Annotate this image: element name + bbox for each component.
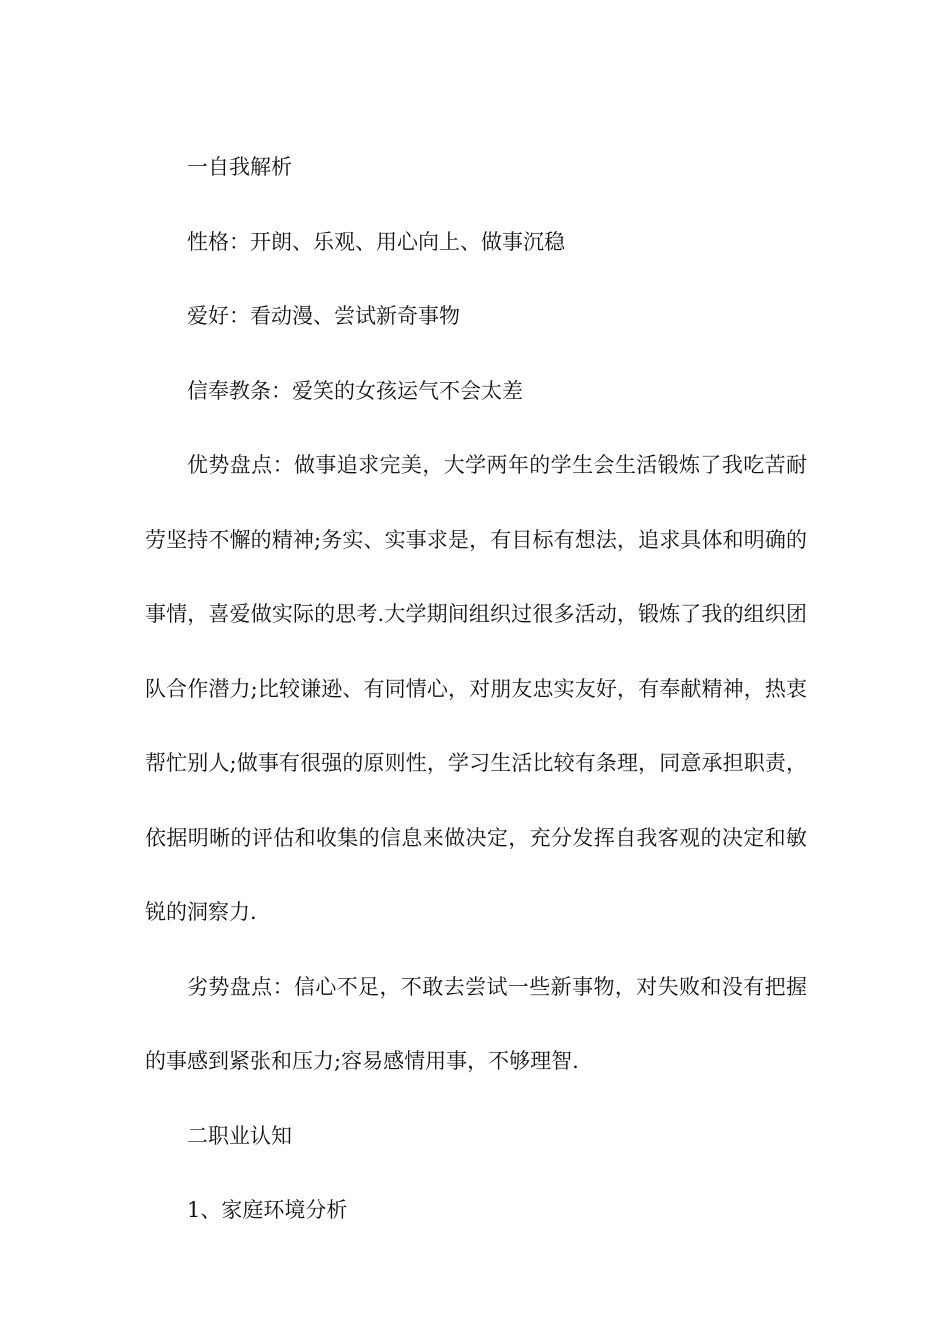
personality-line: 性格：开朗、乐观、用心向上、做事沉稳 (187, 229, 565, 254)
subsection-family-environment: 1、家庭环境分析 (187, 1198, 348, 1222)
document-body (145, 130, 807, 1248)
hobbies-line: 爱好：看动漫、尝试新奇事物 (187, 304, 460, 328)
weaknesses-paragraph: 劣势盘点：信心不足，不敢去尝试一些新事物，对失败和没有把握的事感到紧张和压力;容易感情用事，不够理智. (145, 974, 807, 1073)
motto-line: 信奉教条：爱笑的女孩运气不会太差 (187, 378, 523, 403)
section-heading-career-cognition: 二职业认知 (187, 1123, 292, 1148)
strengths-paragraph: 优势盘点：做事追求完美，大学两年的学生会生活锻炼了我吃苦耐劳坚持不懈的精神;务实、实事求是，有目标有想法，追求具体和明确的事情，喜爱做实际的思考.大学期间组织过很多活动，锻炼了我的组织团队合作潜力;比较谦逊、有同情心，对朋友忠实友好，有奉献精神，热衷帮忙别人;做事有很强的原则性，学习生活比较有条理，同意承担职责，依据明晰的评估和收集的信息来做决定，充分发挥自我客观的决定和敏锐的洞察力. (145, 453, 807, 924)
section-heading-self-analysis: 一自我解析 (187, 155, 292, 179)
